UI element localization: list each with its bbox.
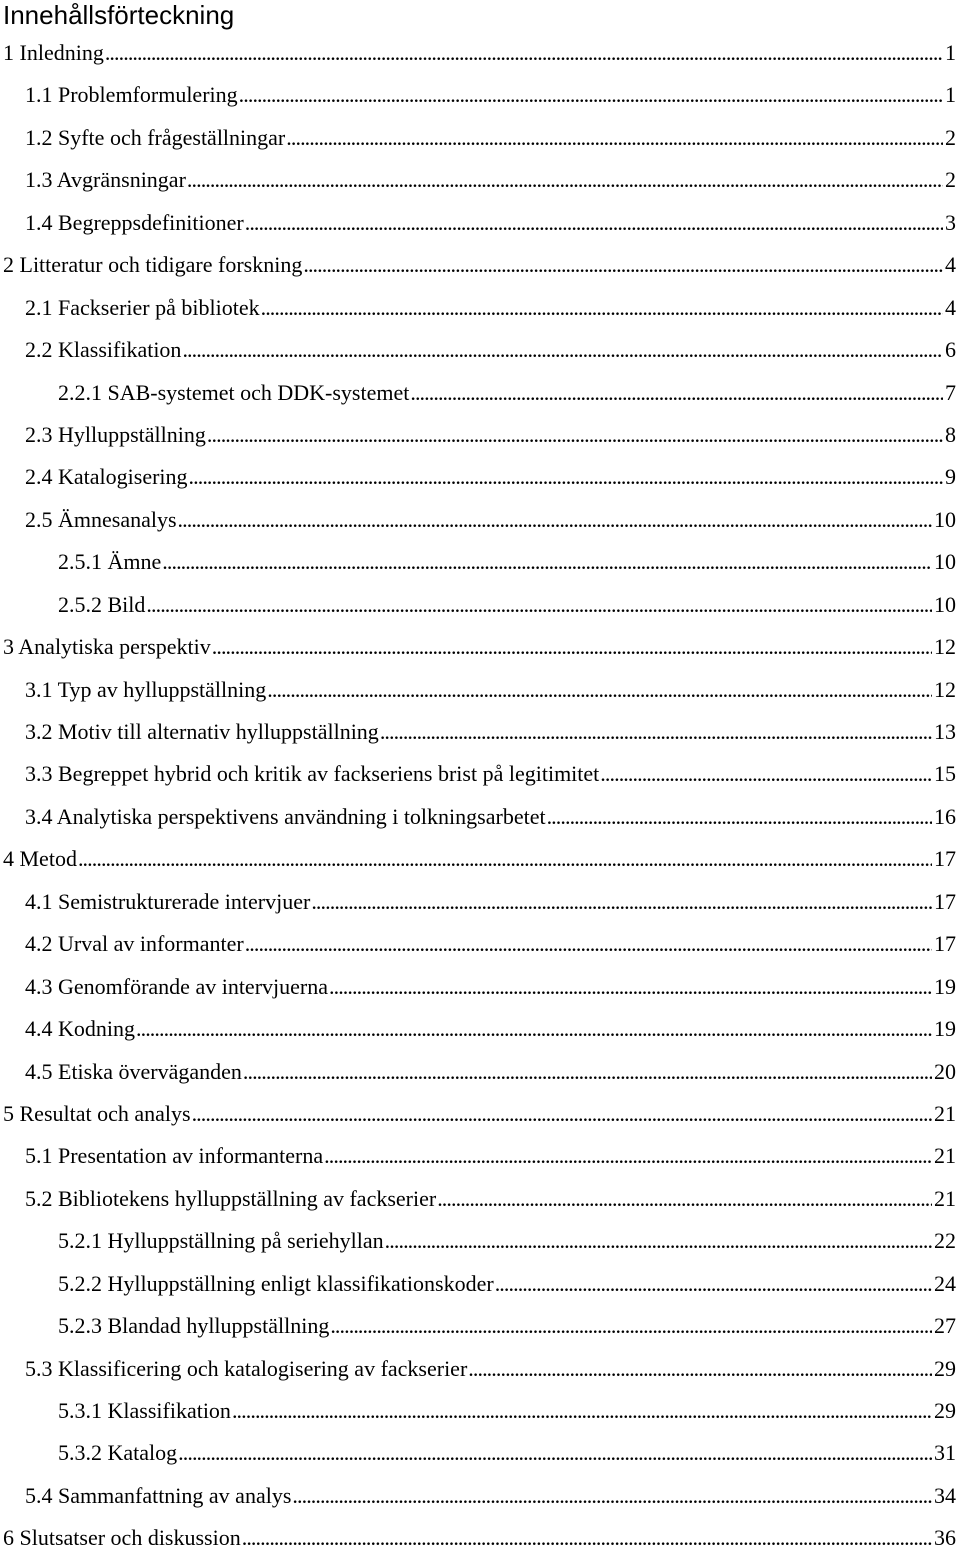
toc-entry-label: 4.3 Genomförande av intervjuerna xyxy=(25,973,328,999)
toc-entry-label: 1.1 Problemformulering xyxy=(25,82,238,108)
toc-entry-page-number: 17 xyxy=(934,931,956,957)
dot-leader xyxy=(410,372,943,414)
toc-entry[interactable] xyxy=(0,202,960,244)
toc-entry-label: 2.5.2 Bild xyxy=(58,591,146,617)
dot-leader xyxy=(468,1348,932,1390)
toc-entry-label: 3.1 Typ av hylluppställning xyxy=(25,676,267,702)
dot-leader xyxy=(207,414,943,456)
toc-entry-label: 1 Inledning xyxy=(3,40,104,65)
dot-leader xyxy=(547,796,932,838)
toc-entry-page-number: 27 xyxy=(934,1313,956,1339)
dot-leader xyxy=(212,626,932,668)
toc-entry[interactable] xyxy=(0,796,960,838)
toc-entry-page-number: 34 xyxy=(934,1482,956,1508)
toc-entry[interactable] xyxy=(0,244,960,286)
toc-entry[interactable] xyxy=(0,1093,960,1135)
toc-entry-label: 1.3 Avgränsningar xyxy=(25,167,186,193)
toc-entry[interactable] xyxy=(0,74,960,116)
toc-entry-label: 5 Resultat och analys xyxy=(3,1100,191,1126)
toc-entry-page-number: 8 xyxy=(945,421,956,447)
toc-entry[interactable] xyxy=(0,1305,960,1347)
toc-entry[interactable] xyxy=(0,838,960,880)
toc-entry-label: 3 Analytiska perspektiv xyxy=(3,634,211,660)
toc-entry-label: 5.3 Klassificering och katalogisering av fackserier xyxy=(25,1355,468,1381)
toc-entry-page-number: 2 xyxy=(945,124,956,150)
toc-entry[interactable] xyxy=(0,1263,960,1305)
toc-entry[interactable] xyxy=(0,1220,960,1262)
toc-entry-page-number: 1 xyxy=(945,40,956,65)
dot-leader xyxy=(495,1263,932,1305)
dot-leader xyxy=(189,456,943,498)
toc-entry-label: 2.4 Katalogisering xyxy=(25,464,188,490)
toc-entry-page-number: 1 xyxy=(945,82,956,108)
toc-entry-page-number: 16 xyxy=(934,803,956,829)
toc-entry-page-number: 9 xyxy=(945,464,956,490)
toc-entry-page-number: 7 xyxy=(945,379,956,405)
dot-leader xyxy=(292,1475,932,1517)
toc-entry-page-number: 10 xyxy=(934,591,956,617)
toc-entry-page-number: 4 xyxy=(945,252,956,278)
toc-entry-page-number: 21 xyxy=(934,1100,956,1126)
toc-entry-label: 2 Litteratur och tidigare forskning xyxy=(3,252,303,278)
toc-entry[interactable] xyxy=(0,1008,960,1050)
toc-entry-page-number: 12 xyxy=(934,634,956,660)
dot-leader xyxy=(178,1432,932,1474)
toc-list xyxy=(0,32,960,1560)
toc-entry-page-number: 20 xyxy=(934,1058,956,1084)
toc-entry-page-number: 10 xyxy=(934,506,956,532)
dot-leader xyxy=(437,1178,932,1220)
toc-entry[interactable] xyxy=(0,1348,960,1390)
toc-entry[interactable] xyxy=(0,626,960,668)
toc-entry-label: 2.2.1 SAB-systemet och DDK-systemet xyxy=(58,379,410,405)
dot-leader xyxy=(242,1517,932,1559)
toc-entry-label: 4.2 Urval av informanter xyxy=(25,931,244,957)
toc-entry[interactable] xyxy=(0,372,960,414)
dot-leader xyxy=(261,287,943,329)
dot-leader xyxy=(162,541,932,583)
toc-entry-label: 6 Slutsatser och diskussion xyxy=(3,1525,241,1551)
dot-leader xyxy=(286,117,943,159)
toc-entry-page-number: 4 xyxy=(945,294,956,320)
dot-leader xyxy=(182,329,943,371)
toc-entry-label: 1.4 Begreppsdefinitioner xyxy=(25,209,244,235)
toc-entry-page-number: 21 xyxy=(934,1143,956,1169)
toc-entry-page-number: 17 xyxy=(934,888,956,914)
toc-entry[interactable] xyxy=(0,1051,960,1093)
toc-entry[interactable] xyxy=(0,753,960,795)
toc-entry-page-number: 21 xyxy=(934,1185,956,1211)
toc-entry-label: 2.5.1 Ämne xyxy=(58,549,162,575)
dot-leader xyxy=(146,584,932,626)
toc-entry[interactable] xyxy=(0,669,960,711)
toc-entry-page-number: 15 xyxy=(934,761,956,787)
toc-entry-page-number: 19 xyxy=(934,973,956,999)
dot-leader xyxy=(600,753,932,795)
toc-entry-label: 4.5 Etiska överväganden xyxy=(25,1058,242,1084)
toc-entry-label: 5.2.1 Hylluppställning på seriehyllan xyxy=(58,1228,384,1254)
dot-leader xyxy=(329,966,932,1008)
toc-entry[interactable] xyxy=(0,499,960,541)
toc-entry-page-number: 19 xyxy=(934,1016,956,1042)
toc-entry-label: 5.1 Presentation av informanterna xyxy=(25,1143,324,1169)
toc-entry-label: 5.3.2 Katalog xyxy=(58,1440,178,1466)
toc-entry-page-number: 2 xyxy=(945,167,956,193)
dot-leader xyxy=(245,923,932,965)
toc-entry-label: 5.2 Bibliotekens hylluppställning av fackserier xyxy=(25,1185,437,1211)
toc-entry-page-number: 17 xyxy=(934,846,956,872)
toc-entry[interactable] xyxy=(0,414,960,456)
toc-entry[interactable] xyxy=(0,1475,960,1517)
toc-entry-label: 1.2 Syfte och frågeställningar xyxy=(25,124,286,150)
dot-leader xyxy=(330,1305,932,1347)
dot-leader xyxy=(303,244,943,286)
toc-entry-label: 4.4 Kodning xyxy=(25,1016,135,1042)
toc-entry[interactable] xyxy=(0,1135,960,1177)
toc-entry-label: 2.3 Hylluppställning xyxy=(25,421,206,447)
toc-entry[interactable] xyxy=(0,32,960,74)
toc-entry-label: 4.1 Semistrukturerade intervjuer xyxy=(25,888,311,914)
dot-leader xyxy=(385,1220,932,1262)
toc-entry[interactable] xyxy=(0,881,960,923)
dot-leader xyxy=(324,1135,932,1177)
toc-entry[interactable] xyxy=(0,541,960,583)
toc-entry-page-number: 29 xyxy=(934,1398,956,1423)
toc-entry-label: 5.3.1 Klassifikation xyxy=(58,1398,231,1423)
toc-entry-page-number: 12 xyxy=(934,676,956,702)
toc-entry-page-number: 31 xyxy=(934,1440,956,1466)
toc-entry-label: 2.2 Klassifikation xyxy=(25,337,182,363)
toc-entry-page-number: 3 xyxy=(945,209,956,235)
toc-entry-label: 3.2 Motiv till alternativ hylluppställning xyxy=(25,719,379,744)
toc-entry[interactable] xyxy=(0,1390,960,1432)
toc-entry-label: 2.5 Ämnesanalys xyxy=(25,506,177,532)
toc-entry[interactable] xyxy=(0,584,960,626)
page-title: Innehållsförteckning xyxy=(3,0,235,30)
dot-leader xyxy=(232,1390,932,1432)
dot-leader xyxy=(267,669,932,711)
toc-entry-label: 3.3 Begreppet hybrid och kritik av fackseriens brist på legitimitet xyxy=(25,761,600,787)
dot-leader xyxy=(78,838,932,880)
dot-leader xyxy=(311,881,932,923)
toc-entry-label: 5.4 Sammanfattning av analys xyxy=(25,1482,292,1508)
toc-entry[interactable] xyxy=(0,117,960,159)
dot-leader xyxy=(380,711,932,753)
toc-entry[interactable] xyxy=(0,1517,960,1559)
toc-entry-label: 3.4 Analytiska perspektivens användning i tolkningsarbetet xyxy=(25,803,546,829)
toc-entry[interactable] xyxy=(0,1432,960,1474)
toc-entry-label: 5.2.3 Blandad hylluppställning xyxy=(58,1313,330,1339)
toc-entry[interactable] xyxy=(0,966,960,1008)
toc-entry-page-number: 22 xyxy=(934,1228,956,1254)
toc-entry[interactable] xyxy=(0,1178,960,1220)
toc-entry-page-number: 29 xyxy=(934,1355,956,1381)
dot-leader xyxy=(192,1093,932,1135)
dot-leader xyxy=(136,1008,932,1050)
toc-entry-page-number: 13 xyxy=(934,719,956,744)
dot-leader xyxy=(105,32,943,74)
toc-entry[interactable] xyxy=(0,329,960,371)
toc-entry[interactable] xyxy=(0,456,960,498)
dot-leader xyxy=(178,499,932,541)
toc-entry-label: 5.2.2 Hylluppställning enligt klassifikationskoder xyxy=(58,1270,494,1296)
toc-entry-label: 4 Metod xyxy=(3,846,77,872)
toc-entry-page-number: 6 xyxy=(945,337,956,363)
dot-leader xyxy=(243,1051,932,1093)
dot-leader xyxy=(245,202,943,244)
dot-leader xyxy=(187,159,943,201)
toc-entry-page-number: 36 xyxy=(934,1525,956,1551)
toc-entry[interactable] xyxy=(0,923,960,965)
toc-entry[interactable] xyxy=(0,287,960,329)
toc-entry-page-number: 24 xyxy=(934,1270,956,1296)
toc-entry[interactable] xyxy=(0,159,960,201)
toc-entry[interactable] xyxy=(0,711,960,753)
dot-leader xyxy=(239,74,943,116)
toc-entry-page-number: 10 xyxy=(934,549,956,575)
toc-entry-label: 2.1 Fackserier på bibliotek xyxy=(25,294,260,320)
